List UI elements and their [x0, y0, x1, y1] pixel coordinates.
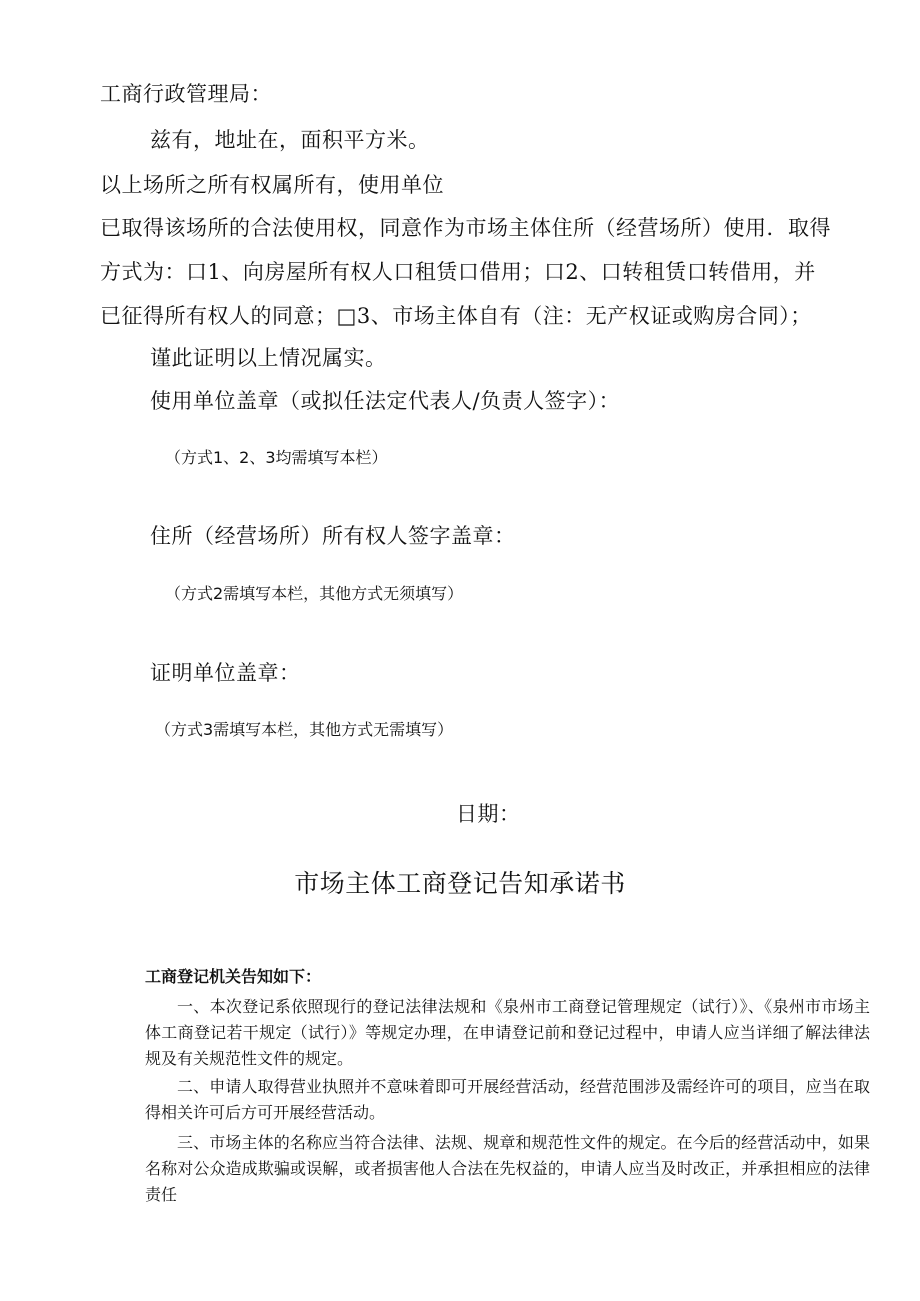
document-title: 市场主体工商登记告知承诺书: [294, 869, 626, 898]
certification-statement: 谨此证明以上情况属实。: [150, 346, 387, 370]
notice-paragraph-1: 一、本次登记系依照现行的登记法律法规和《泉州市工商登记管理规定（试行）》、《泉州市市场主体工商登记若干规定（试行）》等规定办理，在申请登记前和登记过程中，申请人应当详细了解法律法规及有关规范性文件的规定。: [145, 997, 870, 1068]
notice-paragraph-3: 三、市场主体的名称应当符合法律、法规、规章和规范性文件的规定。在今后的经营活动中，如果名称对公众造成欺骗或误解，或者损害他人合法在先权益的，申请人应当及时改正，并承担相应的法律责任: [145, 1133, 870, 1204]
ownership-statement: 以上场所之所有权属所有，使用单位: [100, 173, 444, 197]
notice-heading: 工商登记机关告知如下：: [145, 967, 322, 986]
acquisition-method-line: 方式为：口1、向房屋所有权人口租赁口借用；口2、口转租赁口转借用，并: [100, 260, 816, 284]
location-statement: 兹有，地址在，面积平方米。: [150, 128, 430, 152]
date-label: 日期：: [456, 802, 521, 826]
addressee: 工商行政管理局：: [100, 82, 272, 106]
user-seal-label: 使用单位盖章（或拟任法定代表人/负责人签字）：: [150, 389, 621, 413]
cert-seal-note: （方式3需填写本栏，其他方式无需填写）: [155, 720, 454, 739]
owner-seal-note: （方式2需填写本栏，其他方式无须填写）: [165, 584, 464, 603]
owner-seal-label: 住所（经营场所）所有权人签字盖章：: [150, 524, 516, 548]
acquisition-method-line-2: 已征得所有权人的同意；□3、市场主体自有（注：无产权证或购房合同）；: [100, 304, 812, 328]
user-seal-note: （方式1、2、3均需填写本栏）: [165, 448, 388, 467]
usage-right-statement: 已取得该场所的合法使用权，同意作为市场主体住所（经营场所）使用．取得: [100, 216, 831, 240]
cert-seal-label: 证明单位盖章：: [150, 661, 301, 685]
notice-paragraph-2: 二、申请人取得营业执照并不意味着即可开展经营活动，经营范围涉及需经许可的项目，应当在取得相关许可后方可开展经营活动。: [145, 1077, 870, 1122]
